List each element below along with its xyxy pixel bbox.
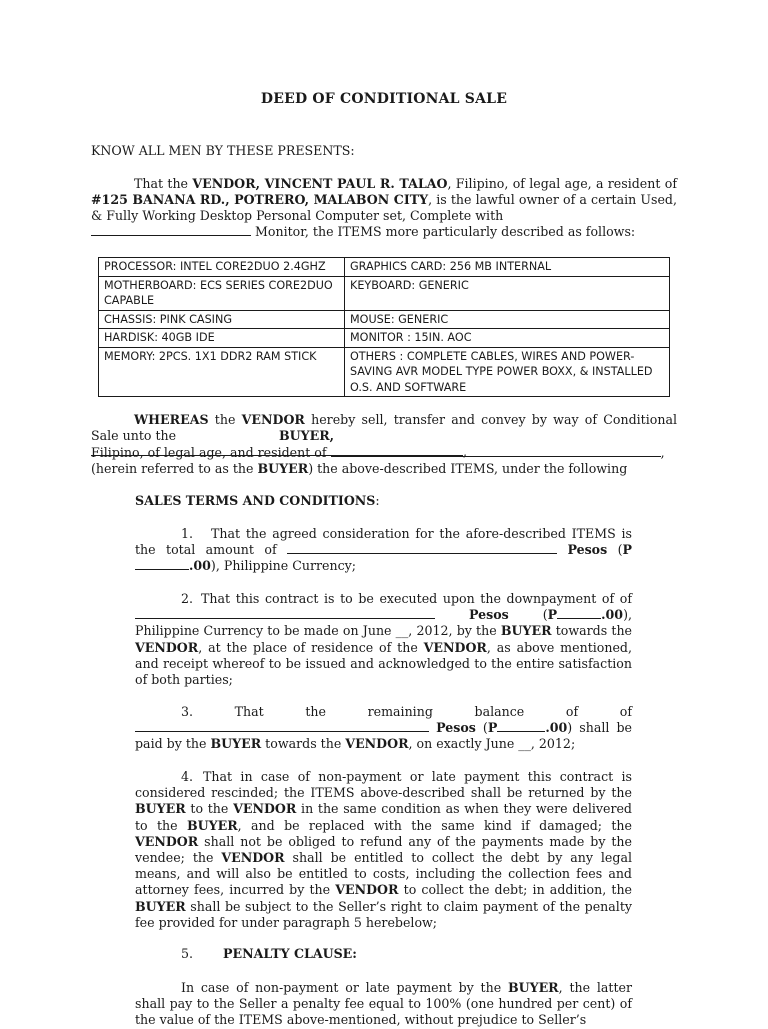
penalty-paragraph: In case of non-payment or late payment by the BUYER, the latter shall pay to the Seller a penalty fee equal to 100% (one hundred per cent) of the value of the ITEMS above-mentioned, without prejudice to Seller’s [135,980,633,1028]
items-table-row [99,276,670,310]
items-table-cell: MONITOR : 15IN. AOC [345,329,670,348]
know-all-men-line: KNOW ALL MEN BY THESE PRESENTS: [91,143,355,158]
term-5: 5. PENALTY CLAUSE: [181,946,357,961]
items-table-row [99,258,670,277]
blank-line [497,720,545,732]
blank-line [287,542,557,554]
items-table-cell: MOTHERBOARD: ECS SERIES CORE2DUO CAPABLE [99,276,345,310]
blank-line [135,720,429,732]
blank-line [135,558,189,570]
term-3-spread: 3. That the remaining balance of of [181,704,632,719]
term-2: 2. That this contract is to be executed upon the downpayment of of Pesos (P .00), Philippine Currency to be made on June __, 2012, by the BUYER towards the VENDOR, at the place of residence of the VENDOR, as above mentioned, and receipt whereof to be issued and acknowledged to the entire satisfaction of both parties; [135,591,633,688]
sales-terms-heading: SALES TERMS AND CONDITIONS: [135,493,380,508]
blank-line [557,607,601,619]
whereas-line-buyer: BUYER, , [91,428,677,460]
whereas-line-resident: Filipino, of legal age, and resident of , [91,445,665,460]
term-3-line-1 [135,704,632,720]
term-1: 1. That the agreed consideration for the afore-described ITEMS is the total amount of Pesos (P.00), Philippine Currency; [135,526,632,574]
items-table-cell: MOUSE: GENERIC [345,310,670,329]
blank-line [331,445,661,457]
items-table-cell: HARDISK: 40GB IDE [99,329,345,348]
items-table-row [99,347,670,397]
intro-paragraph: That the VENDOR, VINCENT PAUL R. TALAO, Filipino, of legal age, a resident of #125 BANANA RD., POTRERO, MALABON CITY, is the lawful owner of a certain Used, & Fully Working Desktop Personal Computer set, Complete with [91,176,677,224]
whereas-line-referred: (herein referred to as the BUYER) the above-described ITEMS, under the following [91,461,628,476]
vendor-name: VINCENT PAUL R. TALAO [264,176,448,191]
intro-paragraph-end: Monitor, the ITEMS more particularly described as follows: [91,224,677,240]
items-table-cell: MEMORY: 2PCS. 1X1 DDR2 RAM STICK [99,347,345,397]
items-table-cell: PROCESSOR: INTEL CORE2DUO 2.4GHZ [99,258,345,277]
items-table-row [99,329,670,348]
items-table-row [99,310,670,329]
items-table-cell: KEYBOARD: GENERIC [345,276,670,310]
items-table-cell: CHASSIS: PINK CASING [99,310,345,329]
term-3-rest: Pesos (P .00) shall be paid by the BUYER towards the VENDOR, on exactly June __, 2012; [135,720,632,752]
penalty-clause-heading: PENALTY CLAUSE: [223,946,357,961]
items-table-cell: OTHERS : COMPLETE CABLES, WIRES AND POWER-SAVING AVR MODEL TYPE POWER BOXX, & INSTALLED O.S. AND SOFTWARE [345,347,670,397]
term-4: 4. That in case of non-payment or late payment this contract is considered rescinded; the ITEMS above-described shall be returned by the BUYER to the VENDOR in the same condition as when they were delivered to the BUYER, and be replaced with the same kind if damaged; the VENDOR shall not be obliged to refund any of the payments made by the vendee; the VENDOR shall be entitled to collect the debt by any legal means, and will also be entitled to costs, including the collection fees and attorney fees, incurred by the VENDOR to collect the debt; in addition, the BUYER shall be subject to the Seller’s right to claim payment of the penalty fee provided for under paragraph 5 herebelow; [135,769,633,930]
items-table-cell: GRAPHICS CARD: 256 MB INTERNAL [345,258,670,277]
whereas-paragraph: WHEREAS the VENDOR hereby sell, transfer and convey by way of Conditional Sale unto the [91,412,677,444]
vendor-address: #125 BANANA RD., POTRERO, MALABON CITY [91,192,429,208]
blank-line [135,607,435,619]
document-title: DEED OF CONDITIONAL SALE [260,91,508,107]
items-table [98,257,670,397]
items-table-body [99,258,670,397]
blank-line [91,224,251,236]
vendor-label: VENDOR [192,176,256,191]
